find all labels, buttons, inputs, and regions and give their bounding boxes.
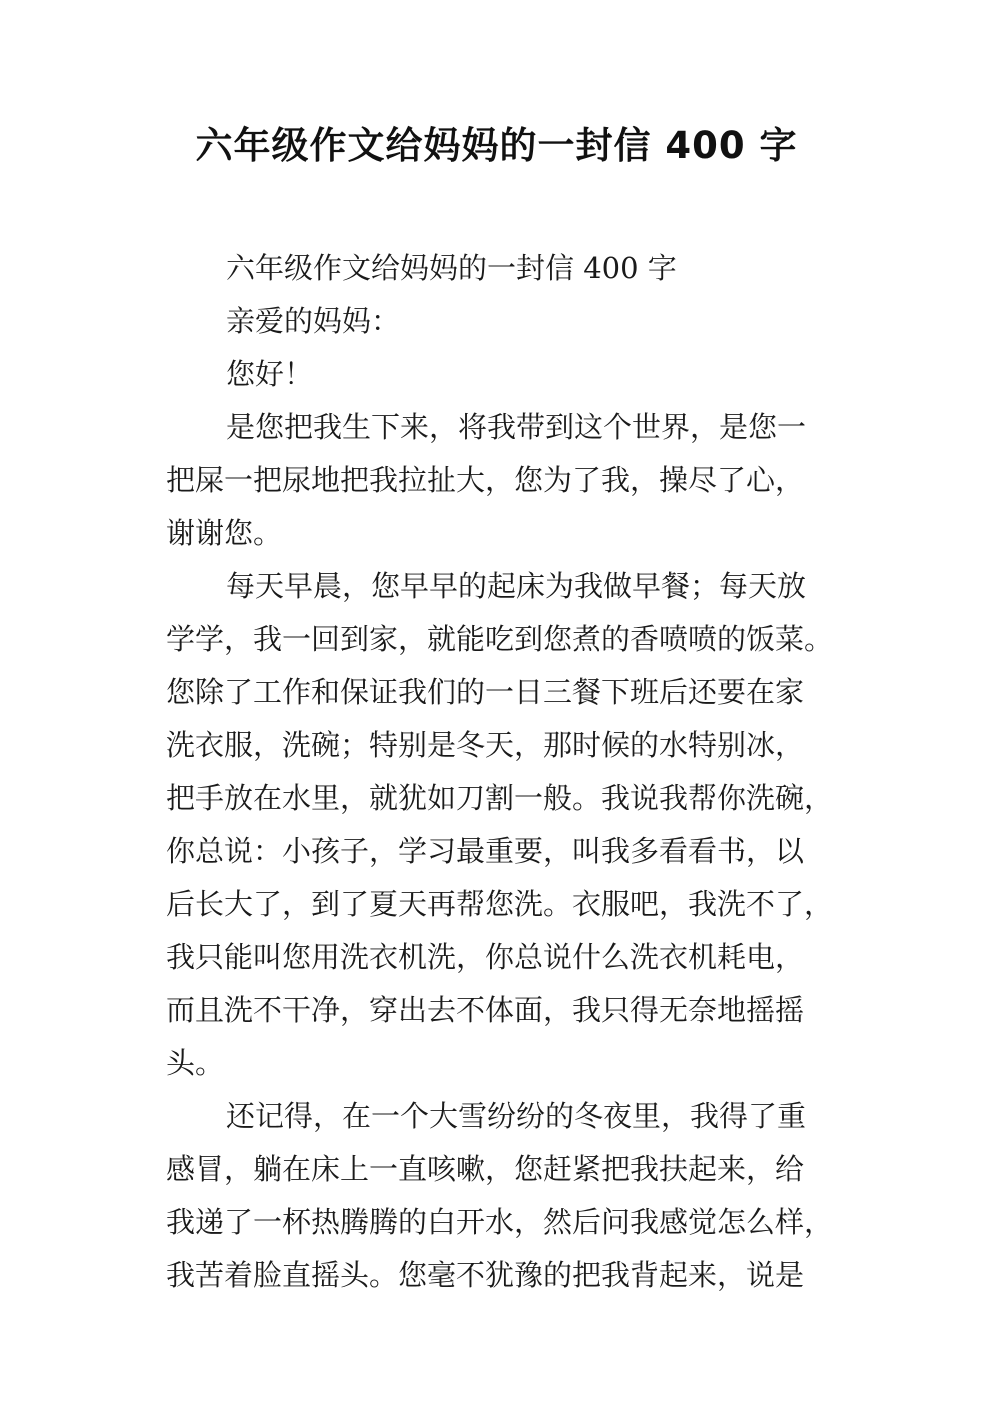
body-line: 每天早晨，您早早的起床为我做早餐；每天放 <box>226 569 807 603</box>
body-line: 是您把我生下来，将我带到这个世界，是您一 <box>226 410 807 444</box>
body-line: 您好！ <box>226 357 314 391</box>
body-line: 六年级作文给妈妈的一封信 400 字 <box>226 251 677 285</box>
body-line: 亲爱的妈妈： <box>226 304 401 338</box>
body-line: 你总说：小孩子，学习最重要，叫我多看看书，以 <box>166 834 805 868</box>
body-line: 感冒，躺在床上一直咳嗽，您赶紧把我扶起来，给 <box>166 1152 805 1186</box>
body-line: 把手放在水里，就犹如刀割一般。我说我帮你洗碗， <box>166 781 834 815</box>
body-line: 头。 <box>166 1046 225 1080</box>
body-line: 学学，我一回到家，就能吃到您煮的香喷喷的饭菜。 <box>166 622 834 656</box>
document-body <box>166 242 834 1302</box>
body-line: 而且洗不干净，穿出去不体面，我只得无奈地摇摇 <box>166 993 805 1027</box>
body-line: 谢谢您。 <box>166 516 283 550</box>
body-line: 还记得，在一个大雪纷纷的冬夜里，我得了重 <box>226 1099 807 1133</box>
body-line: 洗衣服，洗碗；特别是冬天，那时候的水特别冰， <box>166 728 805 762</box>
body-line: 我苦着脸直摇头。您毫不犹豫的把我背起来，说是 <box>166 1258 805 1292</box>
body-line: 后长大了，到了夏天再帮您洗。衣服吧，我洗不了， <box>166 887 834 921</box>
body-line: 把屎一把尿地把我拉扯大，您为了我，操尽了心， <box>166 463 805 497</box>
body-line: 您除了工作和保证我们的一日三餐下班后还要在家 <box>166 675 805 709</box>
document-title: 六年级作文给妈妈的一封信 400 字 <box>195 124 798 167</box>
body-line: 我递了一杯热腾腾的白开水，然后问我感觉怎么样， <box>166 1205 834 1239</box>
body-line: 我只能叫您用洗衣机洗，你总说什么洗衣机耗电， <box>166 940 805 974</box>
